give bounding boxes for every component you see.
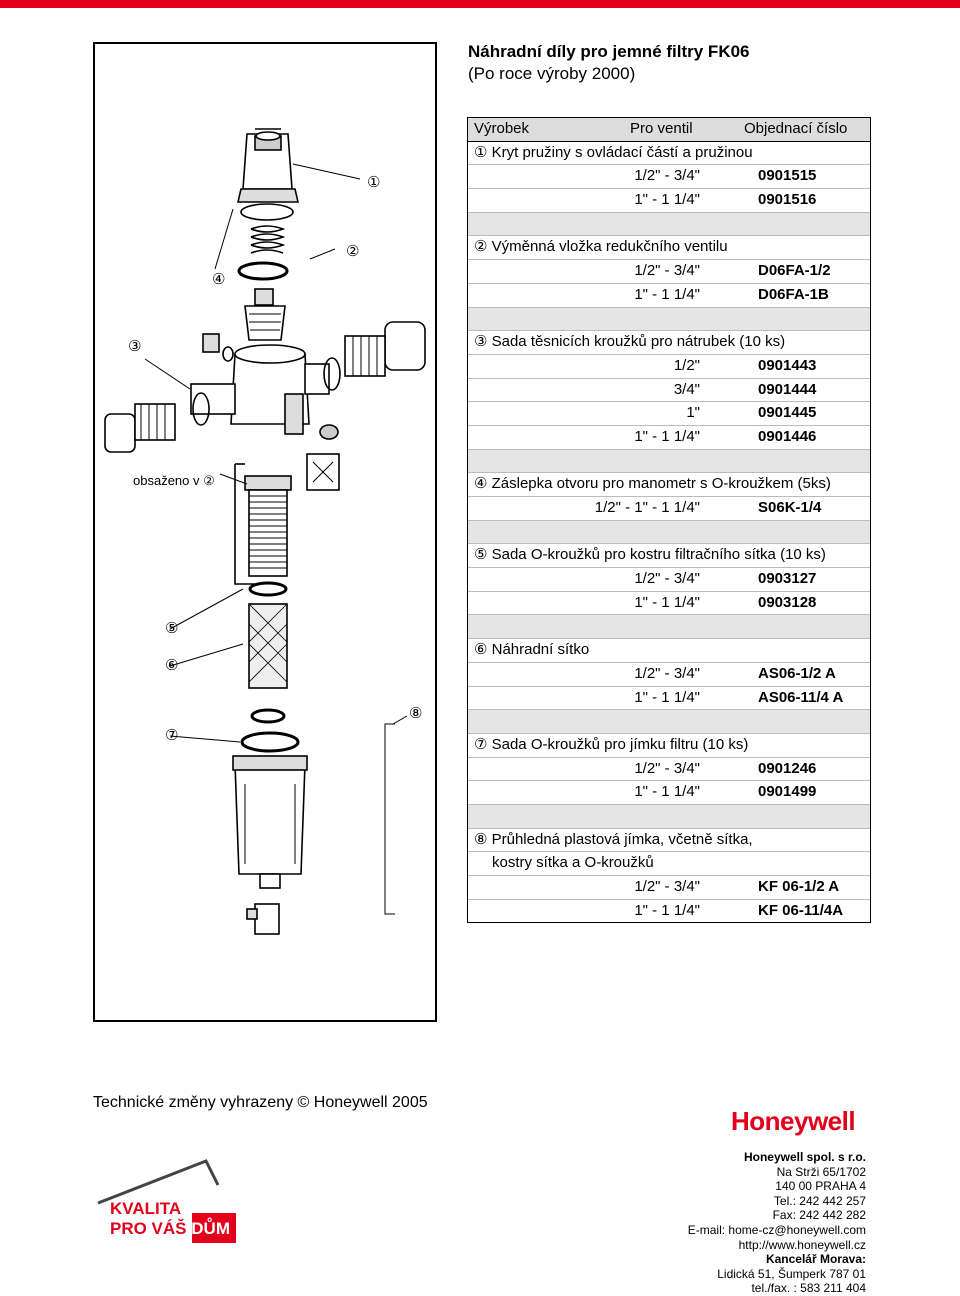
size-cell: 1/2" - 1" - 1 1/4" bbox=[594, 499, 700, 516]
group-name-text: ③ Sada těsnicích kroužků pro nátrubek (10 ks) bbox=[474, 333, 786, 351]
footer-note: Technické změny vyhrazeny © Honeywell 2005 bbox=[93, 1094, 428, 1111]
fax: Fax: 242 442 282 bbox=[772, 1208, 866, 1223]
table-header bbox=[468, 118, 870, 142]
table-row bbox=[468, 758, 870, 782]
parts-table bbox=[467, 117, 871, 923]
size-cell: 1" bbox=[686, 404, 700, 422]
cartridge-part bbox=[245, 289, 285, 340]
callout-4: ④ bbox=[212, 270, 226, 288]
callout-5: ⑤ bbox=[165, 619, 179, 637]
company-name: Honeywell spol. s r.o. bbox=[743, 1150, 866, 1164]
spacer-row bbox=[468, 450, 870, 474]
filter-bowl bbox=[233, 756, 307, 934]
size-cell: 1" - 1 1/4" bbox=[634, 593, 700, 611]
spacer-row bbox=[468, 615, 870, 639]
number-cell: AS06-11/4 A bbox=[758, 688, 844, 706]
group-name bbox=[468, 639, 870, 663]
number-cell: 0903128 bbox=[758, 593, 817, 611]
housing-body bbox=[191, 345, 329, 434]
spacer-row bbox=[468, 213, 870, 237]
size-cell: 3/4" bbox=[673, 380, 700, 398]
email-link[interactable]: E-mail: home-cz@honeywell.com bbox=[687, 1222, 866, 1237]
address-line: Na Strži 65/1702 bbox=[776, 1164, 866, 1179]
callout-7: ⑦ bbox=[165, 726, 179, 744]
callout-1: ① bbox=[367, 173, 381, 191]
table-row bbox=[468, 402, 870, 426]
number-cell: 0901515 bbox=[758, 167, 817, 185]
spring-cover-part bbox=[238, 129, 298, 220]
spacer-row bbox=[468, 521, 870, 545]
exploded-diagram bbox=[93, 42, 437, 1022]
phone: Tel.: 242 442 257 bbox=[773, 1193, 866, 1208]
number-cell: KF 06-1/2 A bbox=[758, 878, 840, 895]
contained-label: obsaženo v ② bbox=[133, 473, 215, 488]
group-name bbox=[468, 142, 870, 166]
quality-line-1: KVALITA bbox=[110, 1199, 182, 1218]
quality-line-3: DŮM bbox=[191, 1219, 230, 1238]
group-name bbox=[468, 829, 870, 853]
size-cell: 1/2" - 3/4" bbox=[634, 878, 700, 895]
number-cell: 0901516 bbox=[758, 191, 817, 209]
table-row bbox=[468, 165, 870, 189]
table-row bbox=[468, 260, 870, 284]
number-cell: AS06-1/2 A bbox=[758, 664, 836, 682]
size-cell: 1/2" bbox=[673, 356, 700, 374]
office-phone: tel./fax. : 583 211 404 bbox=[751, 1281, 866, 1296]
callout-3: ③ bbox=[128, 337, 142, 355]
quality-line-2: PRO VÁŠ bbox=[110, 1219, 187, 1238]
spacer-row bbox=[468, 710, 870, 734]
quality-logo bbox=[96, 1155, 296, 1245]
honeywell-logo: Honeywell bbox=[731, 1106, 856, 1136]
table-row bbox=[468, 355, 870, 379]
callout-8: ⑧ bbox=[409, 704, 423, 722]
group-name bbox=[468, 236, 870, 260]
group-name-text: ⑥ Náhradní sítko bbox=[474, 641, 590, 659]
size-cell: 1" - 1 1/4" bbox=[634, 427, 700, 445]
col-product: Výrobek bbox=[474, 120, 530, 137]
size-cell: 1" - 1 1/4" bbox=[634, 783, 700, 801]
group-name-text: ⑤ Sada O-kroužků pro kostru filtračního sítka (10 ks) bbox=[474, 546, 826, 564]
size-cell: 1" - 1 1/4" bbox=[634, 191, 700, 209]
col-order-number: Objednací číslo bbox=[744, 120, 848, 137]
number-cell: KF 06-11/4A bbox=[758, 901, 844, 919]
group-name bbox=[468, 331, 870, 355]
size-cell: 1" - 1 1/4" bbox=[634, 285, 700, 303]
office-heading: Kancelář Morava: bbox=[765, 1252, 866, 1267]
size-cell: 1/2" - 3/4" bbox=[634, 570, 700, 588]
number-cell: 0901444 bbox=[758, 380, 817, 398]
page-title: Náhradní díly pro jemné filtry FK06 bbox=[468, 42, 750, 61]
page-subtitle: (Po roce výroby 2000) bbox=[468, 64, 636, 83]
table-row bbox=[468, 781, 870, 805]
size-cell: 1" - 1 1/4" bbox=[634, 688, 700, 706]
number-cell: 0903127 bbox=[758, 570, 817, 588]
group-name bbox=[468, 544, 870, 568]
strainer-frame bbox=[245, 476, 291, 576]
table-row bbox=[468, 592, 870, 616]
size-cell: 1/2" - 3/4" bbox=[634, 759, 700, 777]
table-row bbox=[468, 379, 870, 403]
size-cell: 1/2" - 3/4" bbox=[634, 167, 700, 185]
table-row bbox=[468, 568, 870, 592]
number-cell: 0901499 bbox=[758, 783, 817, 801]
callout-2: ② bbox=[346, 242, 360, 260]
group-name bbox=[468, 473, 870, 497]
number-cell: D06FA-1/2 bbox=[758, 262, 831, 280]
size-cell: 1" - 1 1/4" bbox=[634, 901, 700, 919]
number-cell: 0901445 bbox=[758, 404, 817, 422]
table-row bbox=[468, 663, 870, 687]
number-cell: S06K-1/4 bbox=[758, 499, 822, 516]
contact-block bbox=[688, 1150, 866, 1296]
diagram-drawing bbox=[95, 44, 439, 1024]
top-red-bar bbox=[0, 0, 960, 8]
table-row bbox=[468, 189, 870, 213]
group-name-text: ① Kryt pružiny s ovládací částí a pružinou bbox=[474, 143, 753, 161]
table-row bbox=[468, 900, 870, 923]
table-row bbox=[468, 876, 870, 900]
number-cell: 0901443 bbox=[758, 356, 817, 374]
callout-6: ⑥ bbox=[165, 656, 179, 674]
size-cell: 1/2" - 3/4" bbox=[634, 262, 700, 280]
filter-screen bbox=[249, 604, 287, 688]
web-link[interactable]: http://www.honeywell.cz bbox=[738, 1237, 866, 1252]
table-row bbox=[468, 497, 870, 521]
number-cell: 0901446 bbox=[758, 427, 817, 445]
group-name-text: kostry sítka a O-kroužků bbox=[492, 854, 654, 872]
address-line: 140 00 PRAHA 4 bbox=[775, 1179, 866, 1194]
col-valve: Pro ventil bbox=[630, 120, 693, 137]
size-cell: 1/2" - 3/4" bbox=[634, 664, 700, 682]
number-cell: 0901246 bbox=[758, 759, 817, 777]
group-name-continued bbox=[468, 852, 870, 876]
group-name-text: ⑦ Sada O-kroužků pro jímku filtru (10 ks) bbox=[474, 735, 749, 753]
spacer-row bbox=[468, 805, 870, 829]
number-cell: D06FA-1B bbox=[758, 285, 829, 303]
group-name-text: ⑧ Průhledná plastová jímka, včetně sítka, bbox=[474, 830, 753, 848]
table-row bbox=[468, 284, 870, 308]
group-name-text: ④ Záslepka otvoru pro manometr s O-kroužkem (5ks) bbox=[474, 475, 831, 493]
group-name-text: ② Výměnná vložka redukčního ventilu bbox=[474, 238, 728, 256]
office-address: Lidická 51, Šumperk 787 01 bbox=[717, 1266, 866, 1281]
table-row bbox=[468, 687, 870, 711]
table-row bbox=[468, 426, 870, 450]
spacer-row bbox=[468, 308, 870, 332]
group-name bbox=[468, 734, 870, 758]
